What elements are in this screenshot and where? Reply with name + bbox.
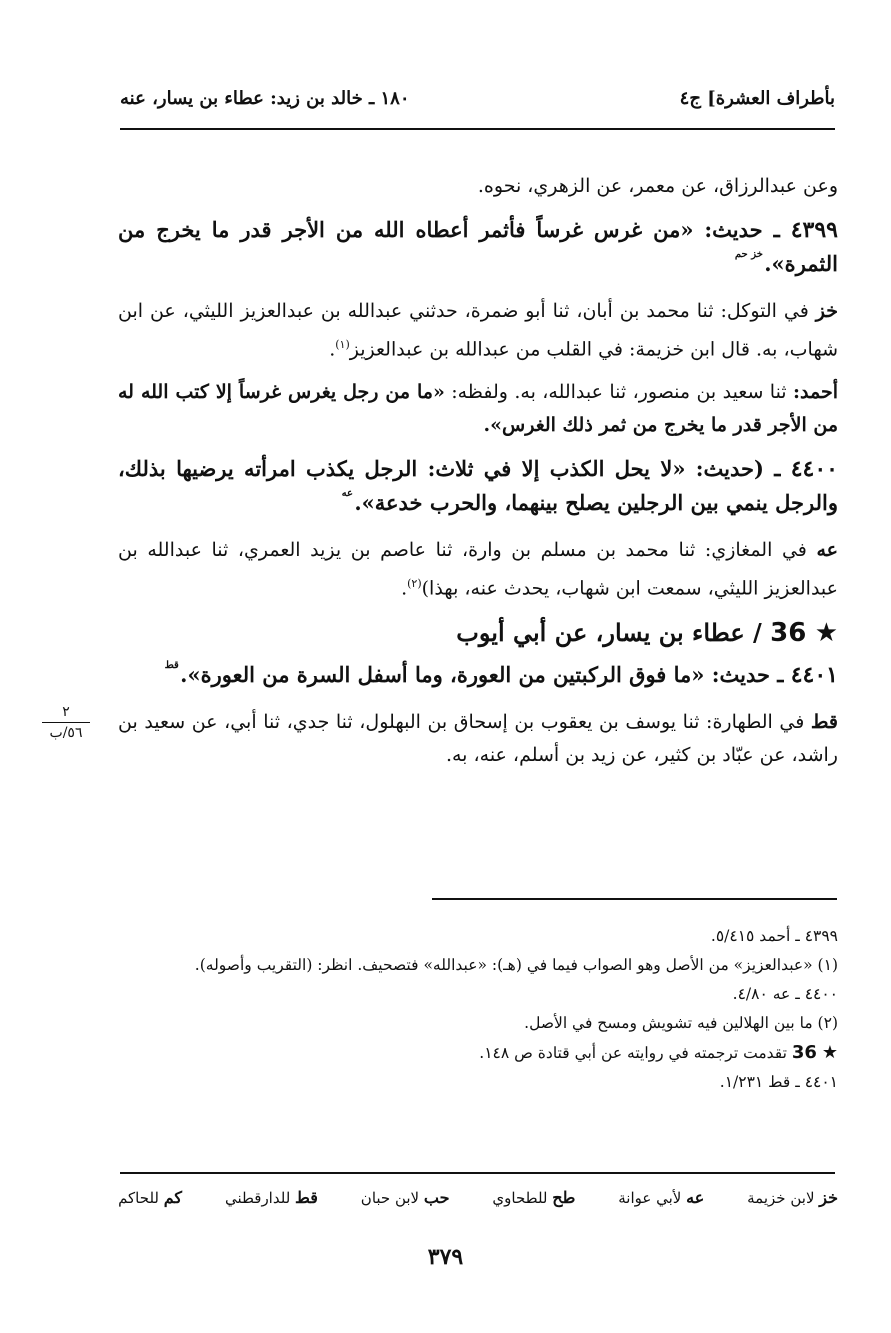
source-ahmad bbox=[118, 376, 838, 442]
source-text: في التوكل: ثنا محمد بن أبان، ثنا أبو ضمرة، حدثني عبدالله بن عبدالعزيز الليثي، عن ابن شهاب، به. قال ابن خزيمة: في القلب من عبدالله بن عبدالعزيز bbox=[118, 300, 838, 361]
source-text: في المغازي: ثنا محمد بن مسلم بن وارة، ثنا عاصم بن يزيد العمري، ثنا عبدالله بن عبدالعزيز الليثي، سمعت ابن شهاب، يحدث عنه، بهذا) bbox=[118, 539, 838, 600]
source-ah bbox=[118, 534, 838, 605]
hadith-4399 bbox=[118, 213, 838, 285]
source-marker: خز حم bbox=[734, 249, 763, 260]
section-heading bbox=[118, 616, 838, 650]
abbr-code: كم bbox=[163, 1188, 183, 1207]
source-text: ثنا سعيد بن منصور، ثنا عبدالله، به. ولفظه: bbox=[451, 381, 787, 404]
header-rule bbox=[120, 128, 835, 130]
page-number: ٣٧٩ bbox=[427, 1244, 464, 1270]
note-section-number: 36 bbox=[791, 1042, 817, 1063]
abbreviation-rule bbox=[120, 1172, 835, 1174]
abbr-name: لأبي عوانة bbox=[618, 1189, 682, 1207]
abbr-name: للحاكم bbox=[118, 1189, 159, 1207]
running-header bbox=[120, 84, 835, 114]
punctuation: . bbox=[329, 338, 336, 361]
abbr-code: قط bbox=[295, 1188, 318, 1207]
abbr-code: طح bbox=[552, 1188, 576, 1207]
source-tag: قط bbox=[810, 710, 838, 733]
source-tag: عه bbox=[816, 539, 838, 562]
header-chapter-title: ١٨٠ ـ خالد بن زيد: عطاء بن يسار، عنه bbox=[120, 88, 410, 109]
header-book-title: بأطراف العشرة] ج٤ bbox=[679, 88, 835, 109]
footnotes bbox=[118, 922, 838, 1097]
footnote-rule bbox=[432, 898, 837, 900]
source-qt bbox=[118, 706, 838, 772]
hadith-text: ـ (حديث: «لا يحل الكذب إلا في ثلاث: الرجل يكذب امرأته يرضيها بذلك، والرجل ينمي بين الرجلين يصلح بينهما، والحرب خدعة». bbox=[118, 456, 838, 516]
section-number: 36 bbox=[770, 617, 807, 648]
hadith-wording: «ما من رجل يغرس غرساً إلا كتب الله له من الأجر قدر ما يخرج من ثمر ذلك الغرس». bbox=[118, 381, 838, 437]
main-text bbox=[118, 170, 838, 782]
margin-note-line bbox=[42, 722, 90, 723]
abbr-name: للطحاوي bbox=[492, 1189, 548, 1207]
footnote-ref: (٢) bbox=[407, 577, 422, 591]
abbr-code: خز bbox=[819, 1188, 838, 1207]
hadith-number: ٤٣٩٩ bbox=[790, 217, 838, 243]
footnote-2: (٢) ما بين الهلالين فيه تشويش ومسح في الأصل. bbox=[524, 1014, 838, 1032]
hadith-number: ٤٤٠١ bbox=[790, 661, 838, 688]
source-tag: خز bbox=[815, 300, 838, 322]
abbr-name: لابن حبان bbox=[360, 1189, 420, 1207]
abbr-item bbox=[747, 1188, 838, 1207]
abbr-name: لابن خزيمة bbox=[747, 1189, 815, 1207]
source-marker: عه bbox=[341, 488, 353, 500]
hadith-text: ـ حديث: «من غرس غرساً فأثمر أعطاه الله من الأجر قدر ما يخرج من الثمرة». bbox=[118, 217, 838, 276]
abbreviation-key bbox=[118, 1188, 838, 1207]
abbr-name: للدارقطني bbox=[224, 1189, 291, 1207]
abbr-item bbox=[118, 1188, 182, 1207]
hadith-number: ٤٤٠٠ bbox=[790, 456, 838, 483]
margin-note bbox=[36, 704, 96, 741]
abbr-code: عه bbox=[686, 1188, 705, 1207]
paragraph-zuhri: وعن عبدالرزاق، عن معمر، عن الزهري، نحوه. bbox=[477, 175, 838, 197]
abbr-item bbox=[361, 1188, 450, 1207]
abbr-item bbox=[225, 1188, 318, 1207]
star-icon: ★ bbox=[814, 617, 838, 648]
margin-note-bottom: ٥٦/ب bbox=[49, 725, 83, 741]
footnote-1: (١) «عبدالعزيز» من الأصل وهو الصواب فيما في (هـ): «عبدالله» فتصحيف. انظر: (التقريب وأصوله). bbox=[194, 956, 838, 974]
hadith-text: ـ حديث: «ما فوق الركبتين من العورة، وما أسفل السرة من العورة». bbox=[180, 661, 784, 687]
abbr-item bbox=[618, 1188, 704, 1207]
margin-note-top: ٢ bbox=[62, 704, 70, 720]
note-section-text: تقدمت ترجمته في روايته عن أبي قتادة ص ١٤٨. bbox=[479, 1044, 787, 1062]
note-4401: ٤٤٠١ ـ قط ١/٢٣١. bbox=[719, 1073, 838, 1091]
punctuation: . bbox=[401, 577, 408, 600]
abbr-item bbox=[492, 1188, 575, 1207]
note-4399: ٤٣٩٩ ـ أحمد ٥/٤١٥. bbox=[710, 927, 838, 945]
note-section-36 bbox=[118, 1038, 838, 1068]
abbr-code: حب bbox=[423, 1188, 450, 1207]
source-tag: أحمد: bbox=[792, 381, 838, 404]
source-marker: قط bbox=[164, 659, 179, 671]
hadith-4401 bbox=[118, 658, 838, 696]
footnote-ref: (١) bbox=[335, 338, 350, 351]
hadith-4400 bbox=[118, 452, 838, 524]
star-icon: ★ bbox=[821, 1042, 838, 1063]
source-khz bbox=[118, 295, 838, 366]
source-text: في الطهارة: ثنا يوسف بن يعقوب بن إسحاق بن البهلول، ثنا جدي، ثنا أبي، عن سعيد بن راشد، عن عبّاد بن كثير، عن زيد بن أسلم، عنه، به. bbox=[118, 710, 838, 766]
section-title-text: / عطاء بن يسار، عن أبي أيوب bbox=[456, 617, 762, 647]
note-4400: ٤٤٠٠ ـ عه ٤/٨٠. bbox=[732, 985, 838, 1003]
